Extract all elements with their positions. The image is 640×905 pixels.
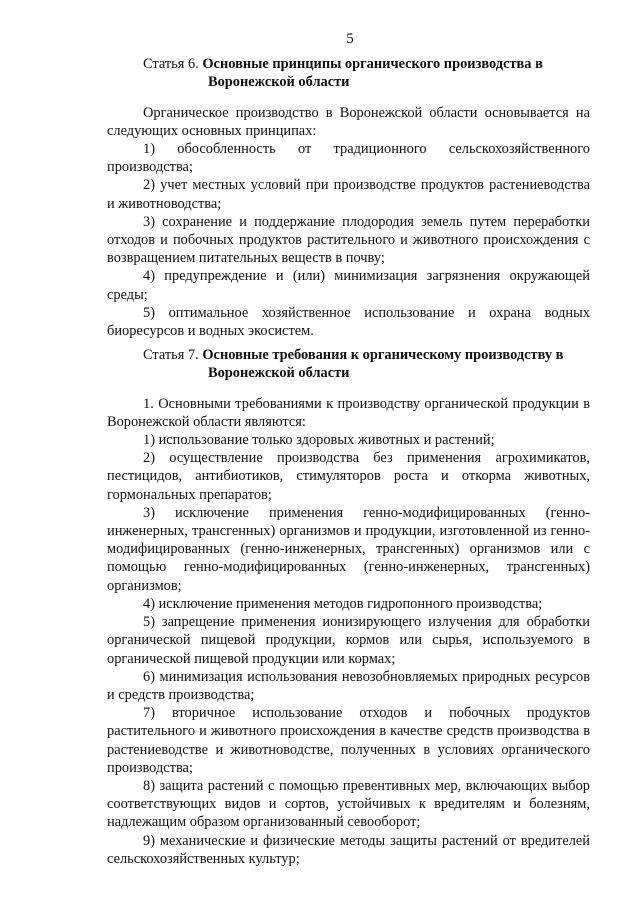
article-6-item-4: 4) предупреждение и (или) минимизация загрязнения окружающей среды;	[107, 268, 590, 303]
article-6-label: Статья 6.	[143, 56, 203, 73]
article-6-intro: Органическое производство в Воронежской области основывается на следующих основных принципах:	[107, 104, 590, 139]
article-7-item-9: 9) механические и физические методы защиты растений от вредителей сельскохозяйственных культур;	[107, 832, 590, 867]
article-6-title-line2: Воронежской области	[208, 74, 350, 91]
article-7-item-5: 5) запрещение применения ионизирующего излучения для обработки органической пищевой продукции, кормов или сырья, используемого в органической пищевой продукции или кормах;	[107, 614, 590, 667]
article-6-item-3: 3) сохранение и поддержание плодородия земель путем переработки отходов и побочных продуктов растительного и животного происхождения с возвращением питательных веществ в почву;	[107, 213, 590, 267]
article-6-item-5: 5) оптимальное хозяйственное использование и охрана водных биоресурсов и водных экосистем.	[107, 304, 590, 340]
article-6-heading-line1	[143, 55, 590, 73]
article-7-title: Основные требования к органическому производству в	[202, 347, 564, 364]
article-6-item-1: 1) обособленность от традиционного сельскохозяйственного производства;	[107, 141, 590, 176]
article-7-item-8: 8) защита растений с помощью превентивных мер, включающих выбор соответствующих видов и сортов, устойчивых к вредителям и болезням, надлежащим образом организованный севооборот;	[107, 777, 590, 831]
article-7-item-3: 3) исключение применения генно-модифицированных (генно-инженерных, трансгенных) организмов и продукции, изготовленной из генно-модифицированных (генно-инженерных, трансгенных) организмов или с помощью генно-модифицированных (генно-инженерных, трансгенных) организмов;	[107, 504, 590, 594]
article-7-item-6: 6) минимизация использования невозобновляемых природных ресурсов и средств производства;	[107, 668, 590, 703]
article-6-heading	[107, 55, 590, 91]
article-7-label: Статья 7.	[143, 347, 203, 364]
article-6-title: Основные принципы органического производства в	[202, 56, 543, 73]
article-7-heading	[107, 346, 590, 382]
article-7-intro: 1. Основными требованиями к производству органической продукции в Воронежской области являются:	[107, 395, 590, 430]
article-7-heading-line1	[143, 346, 590, 364]
article-7-item-1: 1) использование только здоровых животных и растений;	[143, 432, 495, 449]
article-7-item-4: 4) исключение применения методов гидропонного производства;	[143, 595, 543, 612]
document-page	[107, 30, 590, 868]
article-7-title-line2: Воронежской области	[208, 365, 350, 382]
page-number: 5	[346, 31, 354, 47]
article-6-item-2: 2) учет местных условий при производстве продуктов растениеводства и животноводства;	[107, 177, 590, 212]
article-7-item-7: 7) вторичное использование отходов и побочных продуктов растительного и животного происхождения в качестве средств производства в растениеводстве и животноводстве, полученных в условиях органического производства;	[107, 705, 590, 776]
article-7-item-2: 2) осуществление производства без применения агрохимикатов, пестицидов, антибиотиков, стимуляторов роста и откорма животных, гормональных препаратов;	[107, 450, 590, 503]
